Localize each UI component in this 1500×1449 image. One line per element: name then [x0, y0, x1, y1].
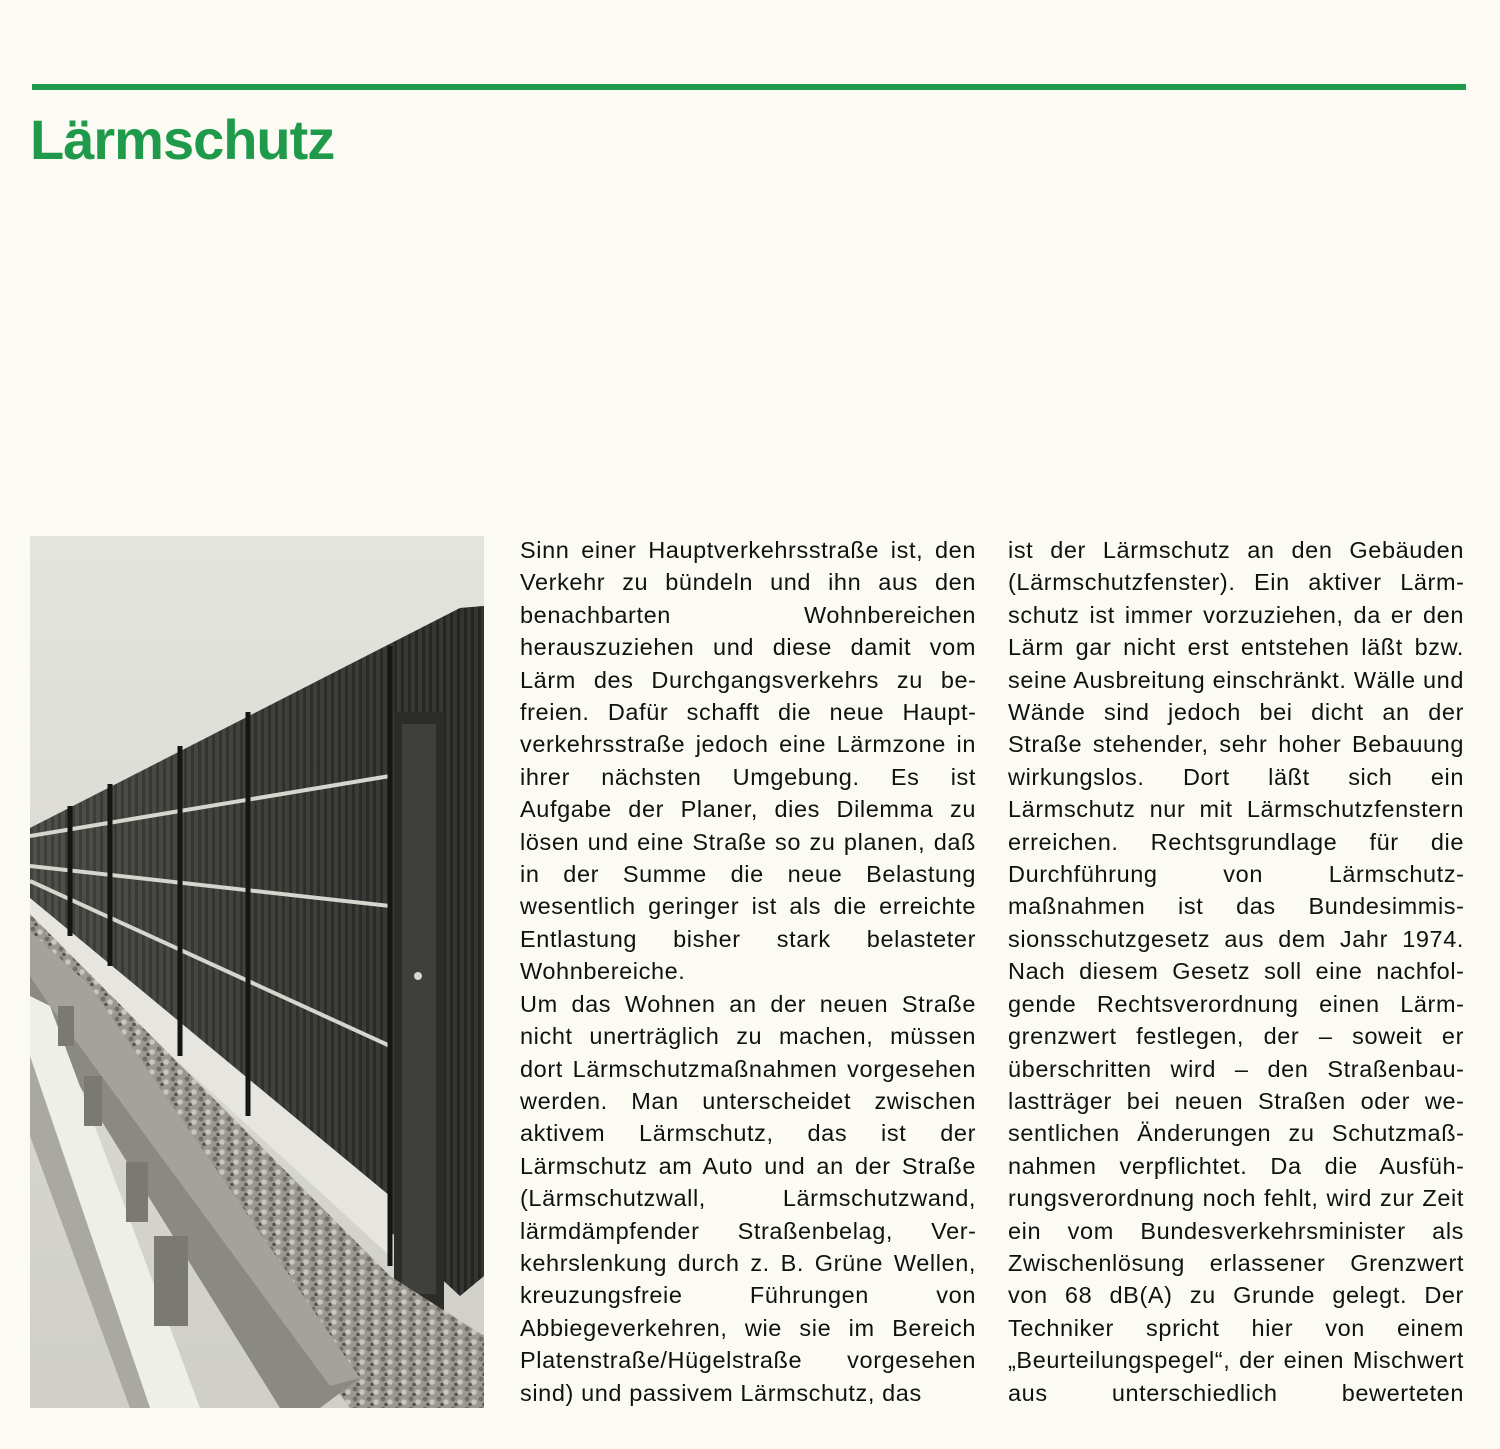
- body-paragraph: Sinn einer Hauptverkehrsstraße ist, den Verkehr zu bündeln und ihn aus den benachbarten Wohnbereichen herauszuziehen und diese damit vom Lärm des Durchgangsverkehrs zu befreien. Dafür schafft die neue Hauptverkehrsstraße jedoch eine Lärmzone in ihrer nächsten Umgebung. Es ist Aufgabe der Planer, dies Dilemma zu lösen und eine Straße so zu planen, daß in der Summe die neue Belastung wesentlich geringer ist als die erreichte Entlastung bisher stark belasteter Wohnbereiche.: [520, 537, 976, 985]
- body-paragraph: Um das Wohnen an der neuen Straße nicht unerträglich zu machen, müssen dort Lärmschutzmaßnahmen vorgesehen werden. Man unterscheidet zwischen aktivem Lärmschutz, das ist der Lärmschutz am Auto und an der Straße (Lärmschutzwall, Lärmschutzwand, lärmdämpfender Straßenbelag, Verkehrslenkung durch z. B. Grüne Wellen, kreuzungsfreie Führungen von Abbiegeverkehren, wie sie im Bereich Platenstraße/Hügelstraße vorgesehen sind) und passivem Lärmschutz, das: [520, 990, 976, 1406]
- noise-barrier-photo: [30, 536, 484, 1408]
- text-column-left: [520, 534, 976, 1409]
- text-column-right: [1008, 534, 1464, 1409]
- page-title: Lärmschutz: [30, 108, 335, 171]
- body-paragraph: ist der Lärmschutz an den Gebäuden (Lärmschutzfenster). Ein aktiver Lärmschutz ist immer vorzuziehen, da er den Lärm gar nicht erst entstehen läßt bzw. seine Ausbreitung einschränkt. Wälle und Wände sind jedoch bei dicht an der Straße stehender, sehr hoher Bebauung wirkungslos. Dort läßt sich ein Lärmschutz nur mit Lärmschutzfenstern erreichen. Rechtsgrundlage für die Durchführung von Lärmschutzmaßnahmen ist das Bundesimmissionsschutzgesetz aus dem Jahr 1974. Nach diesem Gesetz soll eine nachfolgende Rechtsverordnung einen Lärmgrenzwert festlegen, der – soweit er überschritten wird – den Straßenbaulastträger bei neuen Straßen oder wesentlichen Änderungen zu Schutzmaßnahmen verpflichtet. Da die Ausführungsverordnung noch fehlt, wird zur Zeit ein vom Bundesverkehrsminister als Zwischenlösung erlassener Grenzwert von 68 dB(A) zu Grunde gelegt. Der Techniker spricht hier von einem „Beurteilungspegel“, der einen Mischwert aus unterschiedlich bewerteten: [1008, 537, 1464, 1406]
- header-rule: [32, 84, 1466, 90]
